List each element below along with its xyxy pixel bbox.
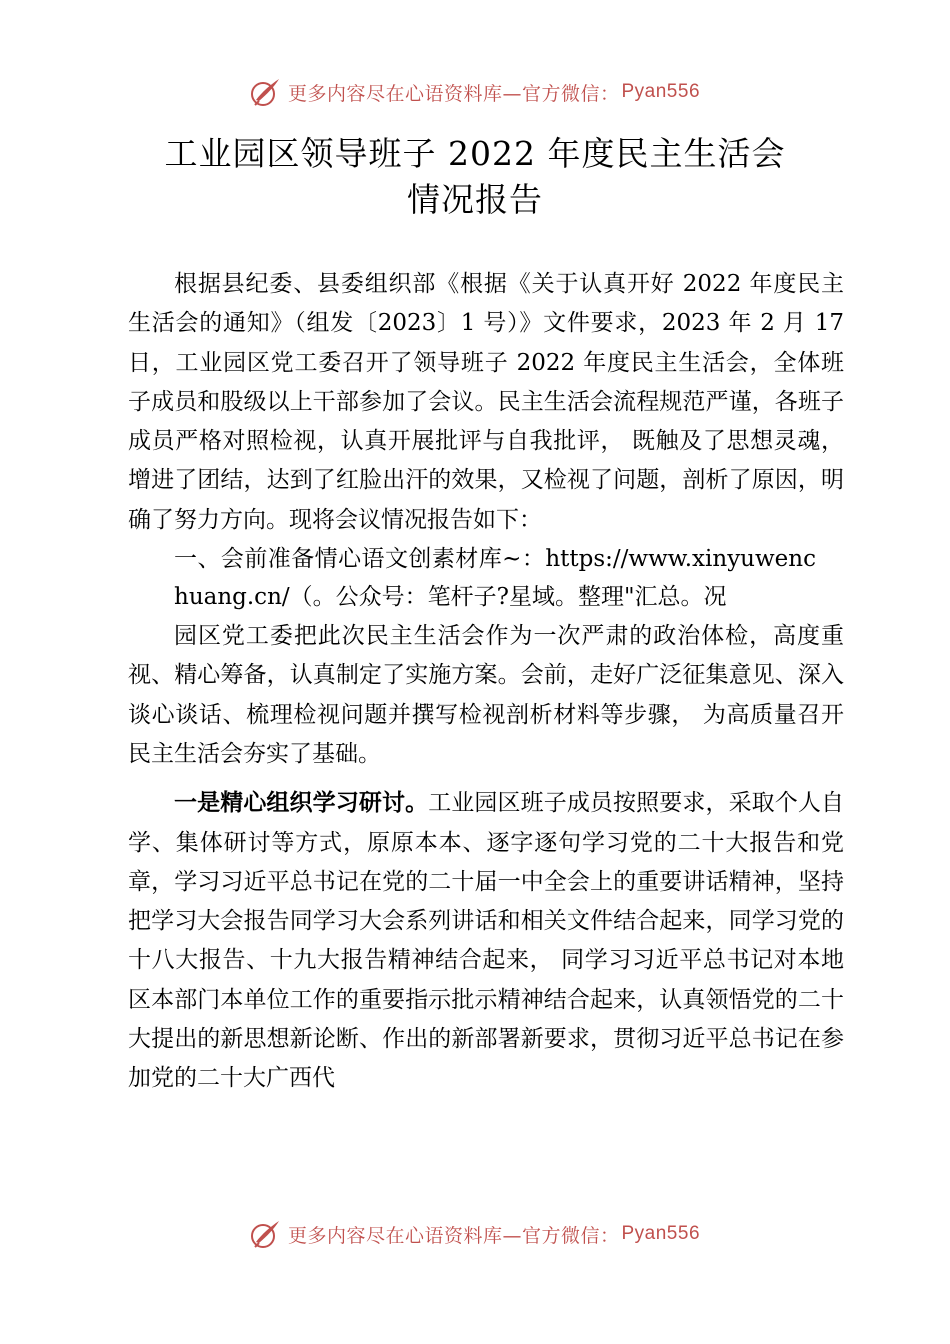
watermark-text: 更多内容尽在心语资料库—官方微信： — [287, 1224, 620, 1247]
paragraph-preparation: 园区党工委把此次民主生活会作为一次严肃的政治体检，高度重视、精心筹备，认真制定了实施方案。会前，走好广泛征集意见、深入谈心谈话、梳理检视问题并撰写检视剖析材料等步骤， 为高质量召开民主生活会夯实了基础。 — [128, 623, 844, 767]
footer-watermark — [0, 1218, 950, 1250]
paragraph-study — [128, 784, 844, 1098]
document-title-line2: 情况报告 — [407, 180, 543, 219]
section-heading-1: 一、会前准备情心语文创素材库~：https://www.xinyuwenchuang.cn/（。公众号：笔杆子?星域。整理"汇总。况 — [174, 546, 816, 610]
watermark-handle: Pyan556 — [621, 81, 701, 102]
quill-pen-logo-icon — [250, 76, 282, 108]
paragraph-study-lead: 一是精心组织学习研讨。 — [174, 790, 429, 817]
paragraph-intro: 根据县纪委、县委组织部《根据《关于认真开好 2022 年度民主生活会的通知》（组发〔2023〕1 号）》文件要求，2023 年 2 月 17 日，工业园区党工委召开了领导班子 2022 年度民主生活会，全体班子成员和股级以上干部参加了会议。民主生活会流程规范严谨，各班子成员严格对照检视，认真开展批评与自我批评， 既触及了思想灵魂，增进了团结，达到了红脸出汗的效果，又检视了问题，剖析了原因，明确了努力方向。现将会议情况报告如下： — [128, 271, 844, 533]
header-watermark — [0, 76, 950, 108]
document-body — [128, 265, 844, 1099]
paragraph-study-text: 工业园区班子成员按照要求，采取个人自学、集体研讨等方式，原原本本、逐字逐句学习党的二十大报告和党章，学习习近平总书记在党的二十届一中全会上的重要讲话精神，坚持把学习大会报告同学习大会系列讲话和相关文件结合起来，同学习党的十八大报告、十九大报告精神结合起来， 同学习习近平总书记对本地区本部门本单位工作的重要指示批示精神结合起来，认真领悟党的二十大提出的新思想新论断、作出的新部署新要求，贯彻习近平总书记在参加党的二十大广西代 — [128, 790, 845, 1092]
watermark-text: 更多内容尽在心语资料库—官方微信： — [287, 82, 620, 105]
watermark-handle: Pyan556 — [621, 1223, 701, 1244]
document-title-line1: 工业园区领导班子 2022 年度民主生活会 — [164, 134, 786, 173]
quill-pen-logo-icon — [250, 1218, 282, 1250]
